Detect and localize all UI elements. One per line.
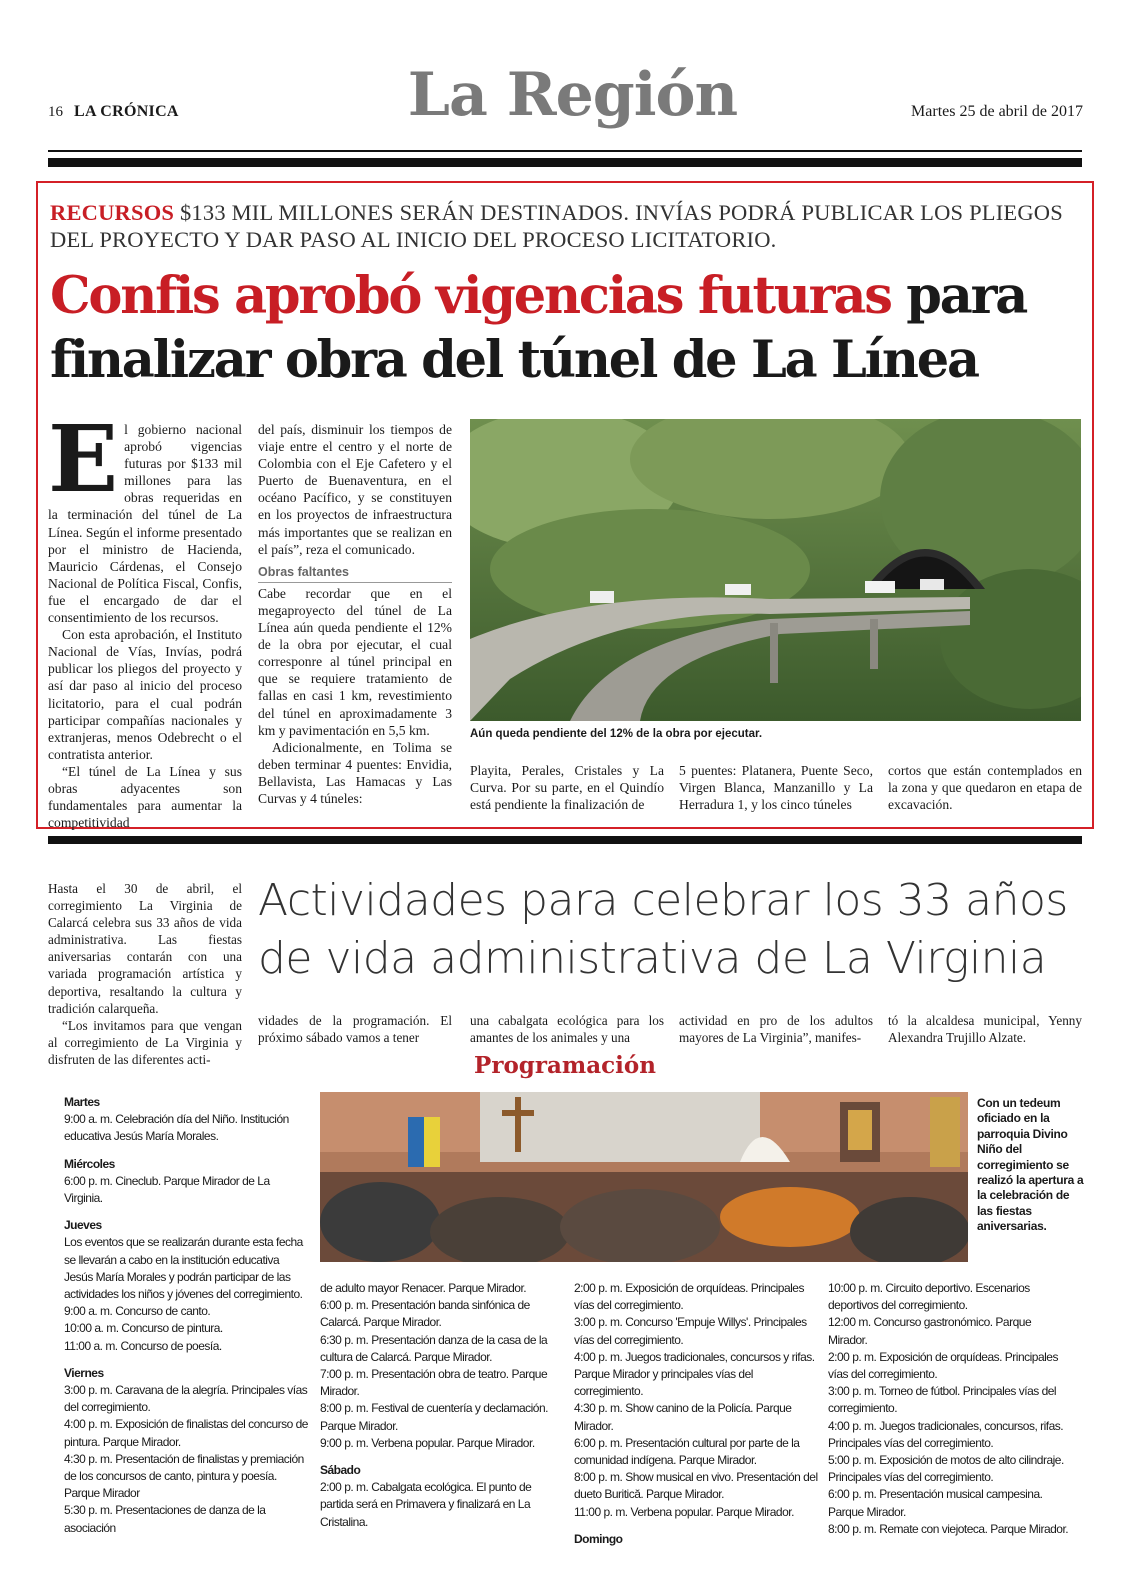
schedule-item: 9:00 p. m. Verbena popular. Parque Mirador. [320,1435,535,1450]
lead-column-3 [470,762,664,813]
story2-column-5 [888,1012,1082,1046]
schedule-item: 6:00 p. m. Presentación cultural por parte de la comunidad indígena. Parque Mirador. [574,1435,800,1468]
schedule-item: 4:00 p. m. Exposición de finalistas del concurso de pintura. Parque Mirador. [64,1417,308,1449]
kicker-text: $133 MIL MILLONES SERÁN DESTINADOS. INVÍAS PODRÁ PUBLICAR LOS PLIEGOS DEL PROYECTO Y DAR PASO AL INICIO DEL PROCESO LICITATORIO. [50,200,1063,252]
headline-black-part: para finalizar obra del túnel de La Línea [50,266,1027,390]
lead-headline [50,264,1090,392]
program-title: Programación [474,1052,656,1079]
schedule-item: 8:00 p. m. Show musical en vivo. Presentación del dueto Buritică. Parque Mirador. [574,1470,818,1502]
headline-red-part: Confis aprobó vigencias futuras [50,266,891,326]
schedule-item: 3:00 p. m. Caravana de la alegría. Principales vías del corregimiento. [64,1383,308,1415]
story2-intro-paragraph-2: “Los invitamos para que vengan al corregimiento de La Virginia y disfruten de las diferentes acti- [48,1017,242,1067]
lead-subhead: Obras faltantes [258,564,452,583]
header-rule-thick [48,158,1082,167]
story2-col2-text: vidades de la programación. El próximo sábado vamos a tener [258,1013,452,1046]
schedule-item: 11:00 p. m. Verbena popular. Parque Mirador. [574,1504,794,1519]
tunnel-photo [470,419,1081,721]
church-photo-caption: Con un tedeum oficiado en la parroquia Divino Niño del corregimiento se realizó la apertura a la celebración de las fiestas aniversarias. [977,1096,1084,1234]
schedule-item: 2:00 p. m. Cabalgata ecológica. El punto de partida será en Primavera y finalizará en La Cristalina. [320,1480,532,1529]
schedule-item: 6:00 p. m. Presentación banda sinfónica de Calarcá. Parque Mirador. [320,1298,530,1330]
schedule-column-3 [574,1280,818,1548]
schedule-item: 2:00 p. m. Exposición de orquídeas. Principales vías del corregimiento. [574,1281,804,1313]
kicker-tag: RECURSOS [50,200,175,225]
lead-col1-paragraph-3: “El túnel de La Línea y sus obras adyacentes son fundamentales para aumentar la competitividad [48,763,242,831]
story2-intro-paragraph-1: Hasta el 30 de abril, el corregimiento La Virginia de Calarcá celebra sus 33 años de vida administrativa. Las fiestas aniversarias contarán con una variada programación artística y deportiva, resaltando la cultura y tradición calarqueña. [48,881,242,1016]
schedule-column-1 [64,1094,308,1537]
story2-col4-text: actividad en pro de los adultos mayores de La Virginia”, manifes- [679,1013,873,1046]
story2-intro-column [48,880,242,1068]
schedule-day-sabado: Sábado [320,1463,361,1478]
lead-kicker [50,199,1090,253]
lead-col1-paragraph-1: l gobierno nacional aprobó vigencias futuras por $133 mil millones para las obras requeridas en la terminación del túnel de La Línea. Según el informe presentado por el ministro de Hacienda, Mauricio Cárdenas, el Consejo Nacional de Política Fiscal, Confis, fue el encargado de dar el consentimiento de los recursos. [48,422,242,626]
drop-cap: E [48,405,119,513]
schedule-item: 4:30 p. m. Show canino de la Policía. Parque Mirador. [574,1401,792,1433]
lead-column-2 [258,421,452,807]
story2-column-4 [679,1012,873,1046]
tunnel-photo-caption: Aún queda pendiente del 12% de la obra por ejecutar. [470,728,763,740]
schedule-day-domingo: Domingo [574,1531,623,1546]
schedule-item: 8:00 p. m. Remate con viejoteca. Parque Mirador. [828,1521,1069,1536]
lead-col1-paragraph-2: Con esta aprobación, el Instituto Nacional de Vías, Invías, podrá publicar los pliegos del proyecto y así dar paso al inicio del proceso licitatorio, para el cual podrán participar compañías nacionales y extranjeras, menos Odebrecht o el contratista anterior. [48,627,242,762]
schedule-item: 9:00 a. m. Concurso de canto. [64,1304,211,1319]
section-title: La Región [407,60,738,130]
schedule-item: 3:00 p. m. Concurso 'Empuje Willys'. Principales vías del corregimiento. [574,1315,807,1347]
schedule-item: de adulto mayor Renacer. Parque Mirador. [320,1281,527,1295]
schedule-item: 9:00 a. m. Celebración día del Niño. Institución educativa Jesús María Morales. [64,1112,289,1144]
schedule-item: 11:00 a. m. Concurso de poesía. [64,1338,222,1353]
story-divider [48,836,1082,844]
schedule-item: 5:30 p. m. Presentaciones de danza de la asociación [64,1503,266,1535]
lead-column-1 [48,405,242,831]
page-number: 16 [48,104,63,120]
schedule-item: 10:00 p. m. Circuito deportivo. Escenarios deportivos del corregimiento. [828,1281,1030,1313]
lead-col2-paragraph-1: del país, disminuir los tiempos de viaje entre el centro y el norte de Colombia con el Eje Cafetero y el Puerto de Buenaventura, en el océano Pacífico, y se constituyen en los proyectos de infraestructura más importantes que se realizan en el país”, reza el comunicado. [258,422,452,557]
issue-date: Martes 25 de abril de 2017 [911,103,1083,120]
schedule-item: 4:30 p. m. Presentación de finalistas y premiación de los concursos de canto, pintura y poesía. Parque Mirador [64,1451,304,1501]
schedule-item: 2:00 p. m. Exposición de orquídeas. Principales vías del corregimiento. [828,1349,1058,1382]
schedule-item: 6:00 p. m. Cineclub. Parque Mirador de La Virginia. [64,1173,270,1206]
story2-col5-text: tó la alcaldesa municipal, Yenny Alexandra Trujillo Alzate. [888,1013,1082,1046]
schedule-day-jueves: Jueves [64,1218,102,1233]
story2-column-3 [470,1012,664,1046]
lead-column-4 [679,762,873,813]
schedule-column-4 [828,1280,1072,1538]
schedule-item: 8:00 p. m. Festival de cuentería y declamación. Parque Mirador. [320,1401,548,1433]
schedule-item: 10:00 a. m. Concurso de pintura. [64,1321,223,1336]
lead-col5-text: cortos que están contemplados en la zona y que quedaron en etapa de excavación. [888,763,1082,813]
schedule-item: 3:00 p. m. Torneo de fútbol. Principales vías del corregimiento. [828,1384,1057,1416]
schedule-item: 12:00 m. Concurso gastronómico. Parque Mirador. [828,1315,1032,1347]
schedule-item: 5:00 p. m. Exposición de motos de alto cilindraje. Principales vías del corregimiento. [828,1453,1064,1485]
lead-col4-text: 5 puentes: Platanera, Puente Seco, Virgen Blanca, Manzanillo y La Herradura 1, y los cinco túneles [679,763,873,813]
schedule-item: Los eventos que se realizarán durante esta fecha se llevarán a cabo en la institución educativa Jesús María Morales y podrán participar de las actividades los niños y jóvenes del corregimiento. [64,1235,303,1302]
church-photo [320,1092,968,1262]
schedule-item: 4:00 p. m. Juegos tradicionales, concursos y rifas. Parque Mirador y principales vías del corregimiento. [574,1349,815,1399]
lead-col3-text: Playita, Perales, Cristales y La Curva. Por su parte, en el Quindío está pendiente la finalización de [470,763,664,813]
lead-col2-paragraph-3: Adicionalmente, en Tolima se deben terminar 4 puentes: Envidia, Bellavista, Las Hamacas y Las Curvas y 4 túneles: [258,739,452,806]
story2-headline: Actividades para celebrar los 33 años de vida administrativa de La Virginia [258,875,1068,984]
schedule-day-martes: Martes [64,1095,100,1109]
schedule-item: 4:00 p. m. Juegos tradicionales, concursos, rifas. Principales vías del corregimiento. [828,1418,1064,1450]
schedule-day-miercoles: Miércoles [64,1156,115,1171]
lead-column-5 [888,762,1082,813]
schedule-day-viernes: Viernes [64,1365,104,1380]
schedule-item: 6:00 p. m. Presentación musical campesina. Parque Mirador. [828,1487,1043,1519]
schedule-column-2 [320,1280,564,1531]
schedule-item: 6:30 p. m. Presentación danza de la casa de la cultura de Calarcá. Parque Mirador. [320,1332,548,1364]
schedule-item: 7:00 p. m. Presentación obra de teatro. Parque Mirador. [320,1367,548,1399]
lead-col2-paragraph-2: Cabe recordar que en el megaproyecto del túnel de La Línea aún queda pendiente el 12% de la obra por ejecutar, el cual corresponre al túnel principal en que se requiere tratamiento de fallas en casi 1 km, revestimiento del túnel en aproximadamente 3 km y pavimentación en 5,5 km. [258,585,452,738]
header-rule-thin [48,150,1082,152]
story2-col3-text: una cabalgata ecológica para los amantes de los animales y una [470,1013,664,1046]
newspaper-name: LA CRÓNICA [74,103,179,120]
story2-column-2 [258,1012,452,1046]
